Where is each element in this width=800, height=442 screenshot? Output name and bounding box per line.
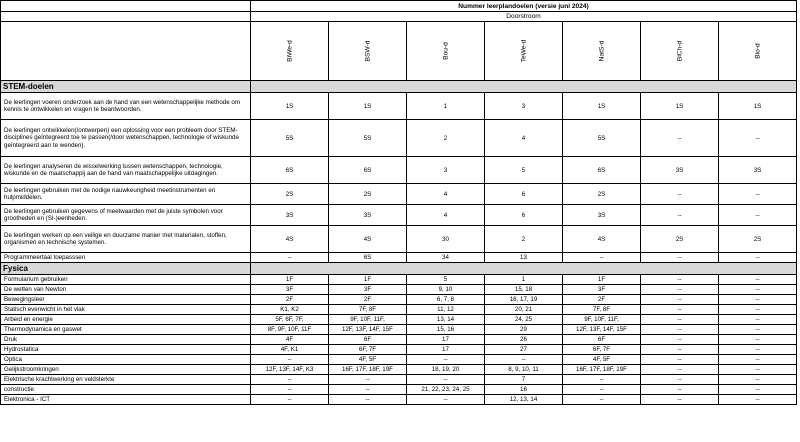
value-cell[interactable]: -- — [641, 295, 719, 305]
value-cell[interactable]: 12, 13, 14 — [485, 395, 563, 405]
value-cell[interactable]: 1S — [563, 93, 641, 120]
table-row — [1, 335, 797, 345]
section-header-stem[interactable]: STEM-doelen — [1, 81, 251, 93]
row-label[interactable]: constructie — [1, 385, 251, 395]
row-label[interactable]: Bewegingsleer — [1, 295, 251, 305]
row-label[interactable]: De wetten van Newton — [1, 285, 251, 295]
value-cell[interactable]: -- — [719, 305, 797, 315]
value-cell[interactable]: -- — [641, 385, 719, 395]
value-cell[interactable]: 3S — [719, 157, 797, 184]
row-label[interactable]: De leerlingen gebruiken met de nodige nauwkeurigheid meetinstrumenten en hulpmiddelen. — [1, 184, 251, 205]
value-cell[interactable]: 5F, 6F, 7F, — [251, 315, 329, 325]
section-header-fysica[interactable]: Fysica — [1, 263, 251, 275]
table-row — [1, 275, 797, 285]
value-cell[interactable]: 2S — [563, 184, 641, 205]
value-cell[interactable]: 12F, 13F, 14F, 15F — [329, 325, 407, 335]
table-row — [1, 253, 797, 263]
value-cell[interactable]: 4F, 5F — [329, 355, 407, 365]
value-cell[interactable]: 6, 7, 8 — [407, 295, 485, 305]
value-cell[interactable]: 34 — [407, 253, 485, 263]
table-subtitle[interactable]: Doorstroom — [251, 12, 797, 22]
table-row — [1, 93, 797, 120]
value-cell[interactable]: 6F — [563, 335, 641, 345]
value-cell[interactable]: -- — [641, 205, 719, 226]
table-row — [1, 385, 797, 395]
value-cell[interactable]: 1S — [641, 93, 719, 120]
value-cell[interactable]: -- — [641, 285, 719, 295]
value-cell[interactable]: 6S — [251, 157, 329, 184]
table-row — [1, 325, 797, 335]
value-cell[interactable]: -- — [641, 395, 719, 405]
value-cell[interactable]: 24, 25 — [485, 315, 563, 325]
value-cell[interactable]: -- — [719, 253, 797, 263]
table-row — [1, 345, 797, 355]
column-header[interactable]: NatS-d — [563, 22, 641, 81]
value-cell[interactable]: 5S — [251, 120, 329, 157]
row-label[interactable]: Optica — [1, 355, 251, 365]
row-label[interactable]: Elektronica - ICT — [1, 395, 251, 405]
value-cell[interactable]: -- — [563, 375, 641, 385]
table-row — [1, 305, 797, 315]
value-cell[interactable]: 3S — [251, 205, 329, 226]
row-label[interactable]: Formularium gebruiken — [1, 275, 251, 285]
value-cell[interactable]: 1S — [251, 93, 329, 120]
value-cell[interactable]: 4F — [251, 335, 329, 345]
value-cell[interactable]: 29 — [485, 325, 563, 335]
value-cell[interactable]: 7 — [485, 375, 563, 385]
value-cell[interactable]: 4F, K1 — [251, 345, 329, 355]
value-cell[interactable]: 9F, 10F, 11F, — [329, 315, 407, 325]
value-cell[interactable]: 3S — [329, 205, 407, 226]
value-cell[interactable]: -- — [407, 355, 485, 365]
column-header[interactable]: BSW-d — [329, 22, 407, 81]
value-cell[interactable]: -- — [329, 395, 407, 405]
value-cell[interactable]: -- — [641, 345, 719, 355]
value-cell[interactable]: 17 — [407, 345, 485, 355]
value-cell[interactable]: 17 — [407, 335, 485, 345]
value-cell[interactable]: -- — [251, 395, 329, 405]
column-header[interactable]: Bio-d — [719, 22, 797, 81]
value-cell[interactable]: 13 — [485, 253, 563, 263]
row-label[interactable]: Programmeertaal toepasssen — [1, 253, 251, 263]
value-cell[interactable]: 2 — [485, 226, 563, 253]
value-cell[interactable]: 5S — [329, 120, 407, 157]
row-label[interactable]: De leerlingen ontwikkelen(/ontwerpen) een oplossing voor een probleem door STEM-disciplines geïntegreerd toe te passen(/door wetenschappen, technologie of wiskunde geïntegreerd aan te wenden). — [1, 120, 251, 157]
value-cell[interactable]: 1F — [329, 275, 407, 285]
corner-cell[interactable] — [1, 12, 251, 22]
value-cell[interactable]: -- — [719, 205, 797, 226]
value-cell[interactable]: 12F, 13F, 14F, 15F — [563, 325, 641, 335]
value-cell[interactable]: -- — [641, 375, 719, 385]
value-cell[interactable]: 16 — [485, 385, 563, 395]
value-cell[interactable]: 3 — [485, 93, 563, 120]
value-cell[interactable]: -- — [641, 325, 719, 335]
value-cell[interactable]: -- — [641, 305, 719, 315]
value-cell[interactable]: 4 — [485, 120, 563, 157]
section-header-fill — [251, 263, 797, 275]
value-cell[interactable]: -- — [407, 395, 485, 405]
value-cell[interactable]: -- — [407, 375, 485, 385]
table-row — [1, 355, 797, 365]
value-cell[interactable]: -- — [719, 375, 797, 385]
row-label[interactable]: Hydrostatica — [1, 345, 251, 355]
value-cell[interactable]: -- — [563, 385, 641, 395]
value-cell[interactable]: -- — [719, 335, 797, 345]
corner-cell[interactable] — [1, 1, 251, 12]
value-cell[interactable]: -- — [719, 285, 797, 295]
value-cell[interactable]: 4S — [563, 226, 641, 253]
row-label[interactable]: De leerlingen gebruiken gegevens of meetwaarden met de juiste symbolen voor grootheden en (SI-)eenheden. — [1, 205, 251, 226]
value-cell[interactable]: 1S — [329, 93, 407, 120]
value-cell[interactable]: -- — [719, 385, 797, 395]
value-cell[interactable]: -- — [641, 275, 719, 285]
value-cell[interactable]: 6F, 7F — [329, 345, 407, 355]
value-cell[interactable]: 2S — [641, 226, 719, 253]
value-cell[interactable]: 8F, 9F, 10F, 11F — [251, 325, 329, 335]
row-label[interactable]: Druk — [1, 335, 251, 345]
value-cell[interactable]: 2S — [329, 184, 407, 205]
value-cell[interactable]: 27 — [485, 345, 563, 355]
value-cell[interactable]: -- — [641, 253, 719, 263]
value-cell[interactable]: 2F — [563, 295, 641, 305]
value-cell[interactable]: 4 — [407, 205, 485, 226]
value-cell[interactable]: 6S — [329, 157, 407, 184]
value-cell[interactable]: -- — [719, 120, 797, 157]
table-row — [1, 285, 797, 295]
row-label[interactable]: Arbeid en energie — [1, 315, 251, 325]
column-header[interactable]: Bou-d — [407, 22, 485, 81]
corner-cell[interactable] — [1, 22, 251, 81]
value-cell[interactable]: 4S — [329, 226, 407, 253]
value-cell[interactable]: -- — [641, 335, 719, 345]
value-cell[interactable]: -- — [719, 325, 797, 335]
value-cell[interactable]: 4S — [251, 226, 329, 253]
section-row — [1, 263, 797, 275]
value-cell[interactable]: -- — [719, 365, 797, 375]
value-cell[interactable]: -- — [641, 315, 719, 325]
row-label[interactable]: De leerlingen analyseren de wisselwerking tussen wetenschappen, technologie, wiskunde en de maatschappij aan de hand van maatschappelijke uitdagingen. — [1, 157, 251, 184]
value-cell[interactable]: 1 — [485, 275, 563, 285]
value-cell[interactable]: 1S — [719, 93, 797, 120]
value-cell[interactable]: 21, 22, 23, 24, 25 — [407, 385, 485, 395]
value-cell[interactable]: 3 — [407, 157, 485, 184]
value-cell[interactable]: -- — [251, 253, 329, 263]
table-row — [1, 205, 797, 226]
section-header-fill — [251, 81, 797, 93]
value-cell[interactable]: -- — [719, 395, 797, 405]
table-row — [1, 157, 797, 184]
value-cell[interactable]: 3S — [563, 205, 641, 226]
value-cell[interactable]: 5 — [407, 275, 485, 285]
table-row — [1, 365, 797, 375]
value-cell[interactable]: -- — [719, 315, 797, 325]
value-cell[interactable]: -- — [329, 385, 407, 395]
value-cell[interactable]: 2S — [719, 226, 797, 253]
value-cell[interactable]: 1F — [251, 275, 329, 285]
value-cell[interactable]: K1, K2 — [251, 305, 329, 315]
value-cell[interactable]: -- — [719, 295, 797, 305]
value-cell[interactable]: -- — [641, 355, 719, 365]
value-cell[interactable]: 18, 19, 20 — [407, 365, 485, 375]
row-label[interactable]: De leerlingen werken op een veilige en duurzame manier met materialen, stoffen, organismen en technische systemen. — [1, 226, 251, 253]
value-cell[interactable]: 6 — [485, 184, 563, 205]
value-cell[interactable]: 8, 9, 10, 11 — [485, 365, 563, 375]
value-cell[interactable]: 2F — [251, 295, 329, 305]
column-header[interactable]: BiWe-d — [251, 22, 329, 81]
value-cell[interactable]: 2S — [251, 184, 329, 205]
value-cell[interactable]: 6S — [329, 253, 407, 263]
table-row — [1, 315, 797, 325]
row-label[interactable]: Elektrische krachtwerking en veldsterkte — [1, 375, 251, 385]
value-cell[interactable]: 16F, 17F, 18F, 19F — [329, 365, 407, 375]
row-label[interactable]: Thermodynamica en gaswet — [1, 325, 251, 335]
value-cell[interactable]: -- — [641, 120, 719, 157]
value-cell[interactable]: 5S — [563, 120, 641, 157]
table-title[interactable]: Nummer leerplandoelen (versie juni 2024) — [251, 1, 797, 12]
table-row — [1, 395, 797, 405]
value-cell[interactable]: 2F — [329, 295, 407, 305]
value-cell[interactable]: 1F — [563, 275, 641, 285]
value-cell[interactable]: 1 — [407, 93, 485, 120]
row-label[interactable]: Statisch evenwicht in het vlak — [1, 305, 251, 315]
column-header[interactable]: BiCh-d — [641, 22, 719, 81]
value-cell[interactable]: 3F — [251, 285, 329, 295]
value-cell[interactable]: 9F, 10F, 11F, — [563, 315, 641, 325]
value-cell[interactable]: -- — [329, 375, 407, 385]
value-cell[interactable]: 6F, 7F — [563, 345, 641, 355]
value-cell[interactable]: 7F, 8F — [329, 305, 407, 315]
value-cell[interactable]: -- — [251, 375, 329, 385]
table-row — [1, 375, 797, 385]
value-cell[interactable]: -- — [719, 275, 797, 285]
value-cell[interactable]: 12F, 13F, 14F, K3 — [251, 365, 329, 375]
value-cell[interactable]: 4F, 5F — [563, 355, 641, 365]
value-cell[interactable]: 7F, 8F — [563, 305, 641, 315]
value-cell[interactable]: 30 — [407, 226, 485, 253]
value-cell[interactable]: 9, 10 — [407, 285, 485, 295]
value-cell[interactable]: 3S — [641, 157, 719, 184]
value-cell[interactable]: 4 — [407, 184, 485, 205]
value-cell[interactable]: 11, 12 — [407, 305, 485, 315]
value-cell[interactable]: 15, 18 — [485, 285, 563, 295]
value-cell[interactable]: -- — [563, 395, 641, 405]
value-cell[interactable]: 5 — [485, 157, 563, 184]
value-cell[interactable]: -- — [563, 253, 641, 263]
table-row — [1, 120, 797, 157]
table-row — [1, 226, 797, 253]
row-label[interactable]: De leerlingen voeren onderzoek aan de hand van een wetenschappelijke methode om kennis te ontwikkelen en vragen te beantwoorden. — [1, 93, 251, 120]
value-cell[interactable]: -- — [251, 355, 329, 365]
value-cell[interactable]: -- — [719, 184, 797, 205]
row-label[interactable]: Gelijkstroomkringen — [1, 365, 251, 375]
value-cell[interactable]: 26 — [485, 335, 563, 345]
value-cell[interactable]: 6 — [485, 205, 563, 226]
value-cell[interactable]: 3F — [329, 285, 407, 295]
value-cell[interactable]: 15, 16 — [407, 325, 485, 335]
table-row — [1, 295, 797, 305]
column-header[interactable]: TeWe-d — [485, 22, 563, 81]
value-cell[interactable]: -- — [641, 365, 719, 375]
value-cell[interactable]: 20, 21 — [485, 305, 563, 315]
table-row — [1, 184, 797, 205]
value-cell[interactable]: 2 — [407, 120, 485, 157]
value-cell[interactable]: -- — [485, 355, 563, 365]
value-cell[interactable]: 6S — [563, 157, 641, 184]
value-cell[interactable]: 6F — [329, 335, 407, 345]
value-cell[interactable]: -- — [641, 184, 719, 205]
value-cell[interactable]: -- — [719, 345, 797, 355]
value-cell[interactable]: 16F, 17F, 18F, 19F — [563, 365, 641, 375]
value-cell[interactable]: 3F — [563, 285, 641, 295]
value-cell[interactable]: 16, 17, 19 — [485, 295, 563, 305]
value-cell[interactable]: -- — [251, 385, 329, 395]
value-cell[interactable]: -- — [719, 355, 797, 365]
value-cell[interactable]: 13, 14 — [407, 315, 485, 325]
